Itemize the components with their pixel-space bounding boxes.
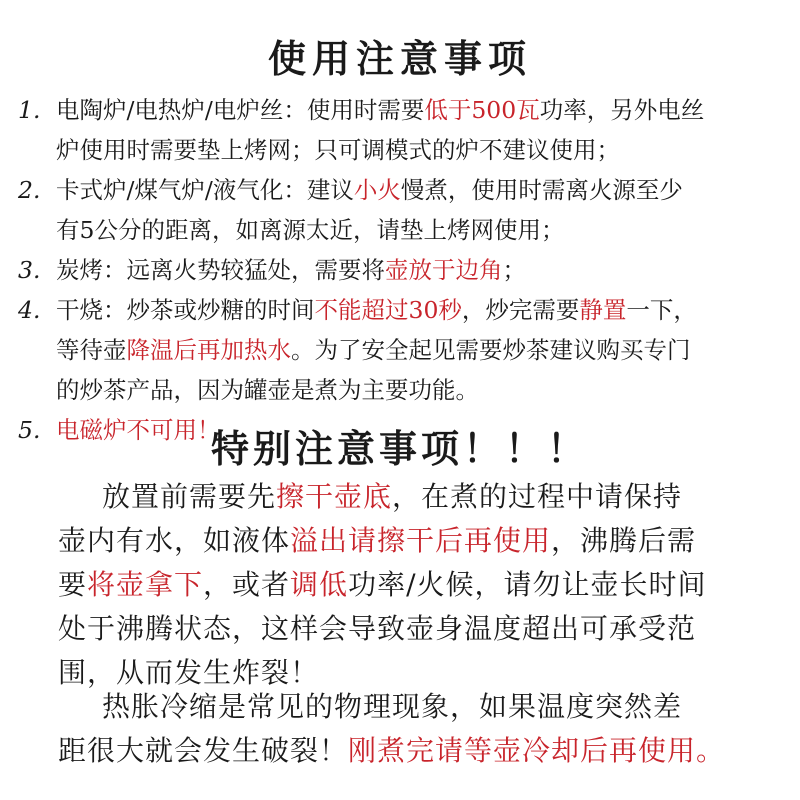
item-text: 不能超过30秒 xyxy=(314,296,462,324)
item-number: 5. xyxy=(18,416,41,444)
item-line xyxy=(56,130,788,170)
paragraph-line xyxy=(58,607,778,651)
paragraph-text: 将壶拿下 xyxy=(87,568,204,601)
special-notes-title: 特别注意事项！！！ xyxy=(210,426,589,471)
item-line xyxy=(56,330,788,370)
item-text: 卡式炉/煤气炉/液气化：建议 xyxy=(56,176,354,204)
item-text: ，炒完需要 xyxy=(461,296,580,324)
item-text: 炉使用时需要垫上烤网；只可调模式的炉不建议使用； xyxy=(56,136,620,164)
paragraph-text: 调低 xyxy=(290,568,349,601)
paragraph-text: 距很大就会发生破裂！ xyxy=(58,734,349,767)
item-line xyxy=(56,90,788,130)
paragraph-text: 处于沸腾状态，这样会导致壶身温度超出可承受范 xyxy=(58,612,697,645)
item-number: 3. xyxy=(18,256,41,284)
usage-notes-list xyxy=(18,90,788,450)
usage-note-item xyxy=(18,290,788,410)
paragraph-line xyxy=(58,729,778,773)
paragraph-text: 功率/火候，请勿让壶长时间 xyxy=(348,568,707,601)
special-notes-paragraph-1 xyxy=(58,475,778,695)
item-line xyxy=(56,250,788,290)
item-text: 电磁炉不可用！ xyxy=(56,416,221,444)
item-text: 静置 xyxy=(579,296,627,324)
usage-note-item xyxy=(18,90,788,170)
item-text: 等待壶 xyxy=(56,336,127,364)
usage-note-item xyxy=(18,250,788,290)
item-line xyxy=(56,290,788,330)
item-text: 功率，另外电丝 xyxy=(539,96,705,124)
item-text: 慢煮，使用时需离火源至少 xyxy=(400,176,683,204)
paragraph-text: ，沸腾后需 xyxy=(551,524,697,557)
paragraph-text: 溢出请擦干后再使用 xyxy=(290,524,552,557)
paragraph-text: 热胀冷缩是常见的物理现象，如果温度突然差 xyxy=(102,690,683,723)
paragraph-line xyxy=(58,519,778,563)
item-text: ； xyxy=(502,256,526,284)
paragraph-text: 围，从而发生炸裂！ xyxy=(58,656,320,689)
paragraph-text: 擦干壶底 xyxy=(276,480,393,513)
paragraph-text: 壶内有水，如液体 xyxy=(58,524,291,557)
item-text: 有5公分的距离，如离源太近，请垫上烤网使用； xyxy=(56,216,565,244)
paragraph-text: 要 xyxy=(58,568,88,601)
item-number: 2. xyxy=(18,176,41,204)
item-text: 。为了安全起见需要炒茶建议购买专门 xyxy=(291,336,691,364)
item-text: 低于500瓦 xyxy=(424,96,540,124)
item-text: 一下， xyxy=(626,296,697,324)
paragraph-text: 放置前需要先 xyxy=(102,480,277,513)
item-text: 壶放于边角 xyxy=(385,256,503,284)
page-title: 使用注意事项 xyxy=(267,36,532,81)
item-text: 干烧：炒茶或炒糖的时间 xyxy=(56,296,315,324)
paragraph-text: ，在煮的过程中请保持 xyxy=(392,480,683,513)
paragraph-text: 刚煮完请等壶冷却后再使用。 xyxy=(348,734,726,767)
item-line xyxy=(56,370,788,410)
paragraph-line xyxy=(58,475,778,519)
item-text: 的炒茶产品，因为罐壶是煮为主要功能。 xyxy=(56,376,479,404)
item-line xyxy=(56,170,788,210)
usage-note-item xyxy=(18,170,788,250)
item-number: 4. xyxy=(18,296,41,324)
item-text: 炭烤：远离火势较猛处，需要将 xyxy=(56,256,385,284)
paragraph-text: ，或者 xyxy=(203,568,291,601)
item-text: 电陶炉/电热炉/电炉丝：使用时需要 xyxy=(56,96,425,124)
special-notes-paragraph-2 xyxy=(58,685,778,773)
item-line xyxy=(56,210,788,250)
paragraph-line xyxy=(58,563,778,607)
item-text: 降温后再加热水 xyxy=(126,336,291,364)
paragraph-line xyxy=(58,685,778,729)
item-number: 1. xyxy=(18,96,41,124)
item-text: 小火 xyxy=(353,176,401,204)
